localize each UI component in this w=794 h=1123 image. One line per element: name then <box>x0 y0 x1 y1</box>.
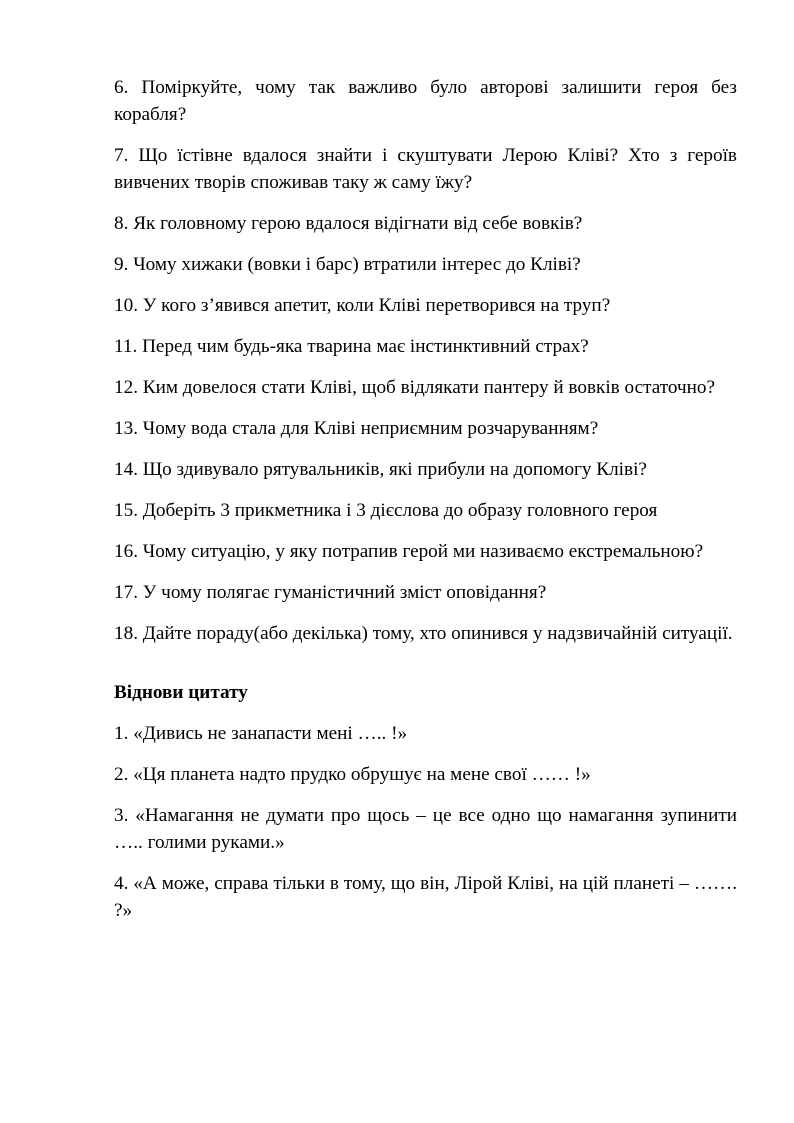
section-title: Віднови цитату <box>114 682 248 703</box>
quote-1: 1. «Дивись не занапасти мені ….. !» <box>114 723 408 744</box>
question-13: 13. Чому вода стала для Кліві неприємним розчаруванням? <box>114 418 599 439</box>
question-12: 12. Ким довелося стати Кліві, щоб відлякати пантеру й вовків остаточно? <box>114 377 715 398</box>
quote-3: 3. «Намагання не думати про щось – це все одно що намагання зупинити ….. голими руками.» <box>114 805 737 853</box>
question-6: 6. Поміркуйте, чому так важливо було авторові залишити героя без корабля? <box>114 77 737 125</box>
question-9: 9. Чому хижаки (вовки і барс) втратили інтерес до Кліві? <box>114 254 581 275</box>
question-18: 18. Дайте пораду(або декілька) тому, хто опинився у надзвичайній ситуації. <box>114 623 733 644</box>
question-16: 16. Чому ситуацію, у яку потрапив герой ми називаємо екстремальною? <box>114 541 704 562</box>
question-11: 11. Перед чим будь-яка тварина має інстинктивний страх? <box>114 336 589 357</box>
quote-4: 4. «А може, справа тільки в тому, що він, Лірой Кліві, на цій планеті – ……. ?» <box>114 873 737 921</box>
document-page <box>114 74 737 938</box>
question-14: 14. Що здивувало рятувальників, які прибули на допомогу Кліві? <box>114 459 647 480</box>
question-17: 17. У чому полягає гуманістичний зміст оповідання? <box>114 582 547 603</box>
question-8: 8. Як головному герою вдалося відігнати від себе вовків? <box>114 213 583 234</box>
question-10: 10. У кого з’явився апетит, коли Кліві перетворився на труп? <box>114 295 611 316</box>
question-7: 7. Що їстівне вдалося знайти і скуштувати Лерою Кліві? Хто з героїв вивчених творів споживав таку ж саму їжу? <box>114 145 737 193</box>
question-15: 15. Доберіть 3 прикметника і 3 дієслова до образу головного героя <box>114 500 658 521</box>
quote-2: 2. «Ця планета надто прудко обрушує на мене свої …… !» <box>114 764 591 785</box>
